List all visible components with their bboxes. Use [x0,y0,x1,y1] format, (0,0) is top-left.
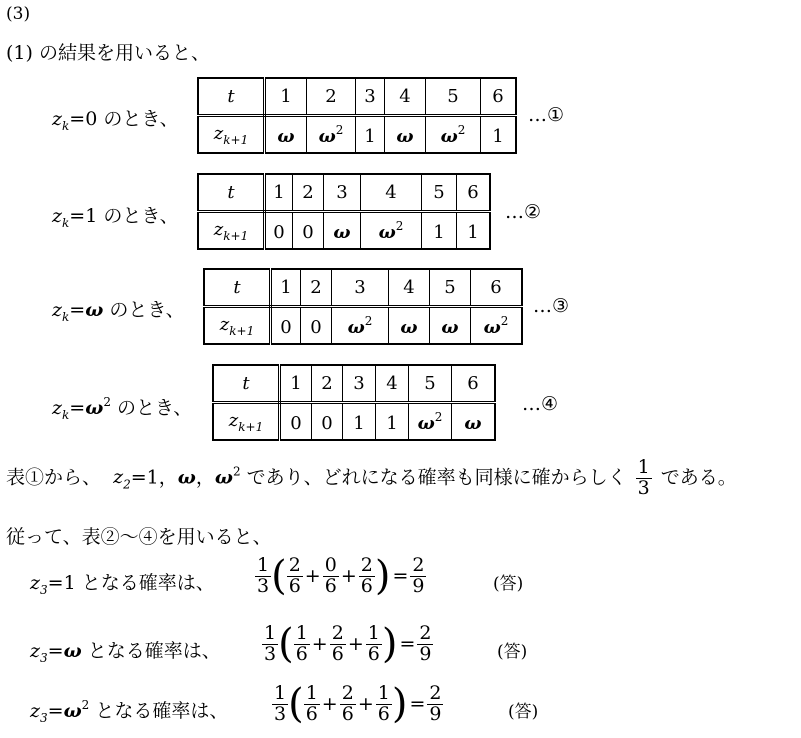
t-value-cell: 1 [280,365,312,403]
z-value: ω [483,316,501,338]
case-value: ω [85,299,104,321]
t-value-cell: 3 [332,269,389,307]
z-value-cell [376,403,409,441]
case-marker: …③ [533,295,570,317]
t-value-cell: 1 [265,174,293,212]
header-t-cell: t [198,78,265,116]
case-label [52,295,185,324]
table-row [198,116,516,154]
z-value: 0 [290,412,302,434]
z-value-cell [385,116,426,154]
z-sub: k+1 [238,419,264,434]
term-fraction [366,624,382,665]
case-value: 1 [85,205,98,227]
t-value-cell: 4 [376,365,409,403]
term-fraction-den: 6 [324,574,337,597]
answer-mark: (答) [493,574,524,594]
z-sub: k+1 [223,228,249,243]
conclusion-eq: =1， [130,466,178,489]
term-fraction-num: 1 [377,682,390,704]
header-z-cell [198,212,265,250]
conclusion-omega2: ω [214,466,233,489]
term-fraction-den: 6 [377,702,390,725]
term-fraction [287,556,303,597]
table-row [204,307,522,345]
term-fraction [294,624,310,665]
conclusion-mid-text: であり、どれになる確率も同様に確からしく [240,466,627,489]
probability-expression [262,621,433,668]
equals-sign: = [392,565,409,588]
case-suffix: のとき、 [97,108,179,130]
case-value-sup: 2 [103,395,111,409]
z-value-sup: 2 [500,313,509,328]
z-value-cell [457,212,491,250]
case-table [197,77,517,154]
t-value-cell: 4 [361,174,422,212]
case-table [212,364,496,441]
case-eq: = [69,205,86,227]
result-fraction [417,624,433,665]
case-sub: k [62,119,70,133]
conclusion-frac-den: 3 [637,476,650,499]
table-row [198,78,516,116]
t-value-cell: 2 [293,174,324,212]
result-eq: = [47,640,64,662]
z-value-cell [426,116,481,154]
result-var: z [30,572,41,594]
term-fraction-num: 2 [288,554,301,576]
header-z-cell [213,403,280,441]
z-value: ω [396,125,414,147]
z-value: 1 [467,221,479,243]
z-value: ω [378,221,396,243]
t-value-cell: 6 [452,365,496,403]
plus-sign: + [321,693,338,716]
case-table [197,173,491,250]
result-sub: 3 [40,583,48,597]
result-text: となる確率は、 [81,640,221,662]
case-sub: k [62,408,70,422]
therefore-text: 従って、表②～④を用いると、 [6,526,272,548]
term-fraction-num: 2 [341,682,354,704]
term-fraction [376,684,392,725]
case-var: z [52,299,63,321]
case-label [52,104,179,133]
z-value: 1 [433,221,445,243]
t-value-cell: 5 [430,269,471,307]
result-value: 1 [63,572,76,594]
case-eq: = [69,397,86,419]
z-value-cell [307,116,356,154]
case-label [52,393,192,422]
result-fraction-num: 2 [429,682,442,704]
right-paren: ) [374,553,391,600]
z-value-sup: 2 [364,313,373,328]
term-fraction [330,624,346,665]
result-sub: 3 [40,651,48,665]
case-suffix: のとき、 [110,397,193,419]
term-fraction-num: 1 [295,622,308,644]
conclusion-frac-num: 1 [637,456,650,478]
term-fraction-den: 6 [367,642,380,665]
table-row [198,212,490,250]
header-t-cell: t [198,174,265,212]
z-value-sup: 2 [457,122,466,137]
table-row [198,174,490,212]
case-marker: …④ [522,393,559,415]
result-value: ω [63,640,82,662]
z-value: 0 [273,221,285,243]
equals-sign: = [409,693,426,716]
coef-fraction-num: 1 [274,682,287,704]
z-var: z [213,218,224,240]
case-value: ω [85,397,104,419]
table-row [213,365,495,403]
t-value-cell: 6 [457,174,491,212]
result-fraction-den: 9 [412,574,425,597]
z-value: 1 [386,412,398,434]
conclusion-omega: ω [177,466,196,489]
z-value: ω [464,412,482,434]
term-fraction-den: 6 [295,642,308,665]
t-value-cell: 6 [481,78,517,116]
term-fraction-num: 1 [367,622,380,644]
z-value-cell [280,403,312,441]
term-fraction-num: 2 [331,622,344,644]
t-value-cell: 2 [312,365,343,403]
result-fraction-den: 9 [419,642,432,665]
z-value-cell [409,403,452,441]
t-value-cell: 6 [471,269,523,307]
coef-fraction [255,556,271,597]
z-value: 0 [321,412,333,434]
right-paren: ) [381,621,398,668]
z-value: ω [400,316,418,338]
intro-text: (1) の結果を用いると、 [6,42,210,64]
term-fraction [340,684,356,725]
coef-fraction [262,624,278,665]
result-fraction-den: 9 [429,702,442,725]
t-value-cell: 1 [265,78,307,116]
case-eq: = [69,299,86,321]
term-fraction [323,556,339,597]
conclusion-fraction [636,458,652,499]
z-value: 0 [302,221,314,243]
term-fraction-num: 0 [324,554,337,576]
term-fraction-den: 6 [341,702,354,725]
z-value-sup: 2 [395,218,404,233]
case-marker: …② [505,201,542,223]
plus-sign: + [347,633,364,656]
header-t-cell: t [204,269,271,307]
probability-expression [255,553,426,600]
case-var: z [52,397,63,419]
coef-fraction-num: 1 [264,622,277,644]
z-value-cell [312,403,343,441]
term-fraction-den: 6 [305,702,318,725]
conclusion-sub: 2 [123,477,131,492]
coef-fraction-den: 3 [257,574,270,597]
equals-sign: = [399,633,416,656]
conclusion-var: z [113,466,124,489]
t-value-cell: 3 [343,365,376,403]
z-value: 0 [310,316,322,338]
case-sub: k [62,216,70,230]
z-value-cell [343,403,376,441]
result-var: z [30,700,41,722]
conclusion-prefix: 表①から、 [6,466,102,489]
answer-mark: (答) [508,702,539,722]
t-value-cell: 2 [301,269,332,307]
t-value-cell: 5 [409,365,452,403]
header-z-cell [198,116,265,154]
case-eq: = [69,108,86,130]
term-fraction [359,556,375,597]
probability-expression [272,681,443,728]
z-value-cell [389,307,430,345]
term-fraction-den: 6 [331,642,344,665]
plus-sign: + [304,565,321,588]
z-value: ω [417,412,435,434]
result-fraction [410,556,426,597]
coef-fraction-num: 1 [257,554,270,576]
coef-fraction [272,684,288,725]
case-suffix: のとき、 [97,205,179,227]
result-var: z [30,640,41,662]
z-value-cell [430,307,471,345]
left-paren: ( [271,553,287,600]
z-value-sup: 2 [335,122,344,137]
result-eq: = [47,700,64,722]
right-paren: ) [391,681,408,728]
coef-fraction-den: 3 [264,642,277,665]
term-fraction-den: 6 [360,574,373,597]
z-sub: k+1 [229,323,255,338]
z-value: 1 [353,412,365,434]
term-fraction-den: 6 [288,574,301,597]
z-value-cell [356,116,385,154]
table-row [204,269,522,307]
case-table [203,268,523,345]
result-value-sup: 2 [81,698,90,712]
z-value: ω [347,316,365,338]
conclusion-omega2-sup: 2 [232,464,241,479]
case-marker: …① [528,104,565,126]
case-sub: k [62,310,70,324]
result-fraction-num: 2 [419,622,432,644]
z-value: ω [318,125,336,147]
result-sub: 3 [40,711,48,725]
header-z-cell [204,307,271,345]
case-suffix: のとき、 [103,299,185,321]
z-value-cell [265,212,293,250]
t-value-cell: 4 [389,269,430,307]
plus-sign: + [311,633,328,656]
z-value-cell [301,307,332,345]
header-t-cell: t [213,365,280,403]
plus-sign: + [357,693,374,716]
z-value-cell [452,403,496,441]
t-value-cell: 3 [356,78,385,116]
term-fraction-num: 2 [360,554,373,576]
section-label: (3) [6,4,31,24]
z-value-cell [293,212,324,250]
result-fraction [427,684,443,725]
z-value-cell [471,307,523,345]
z-value: 1 [364,125,376,147]
table-row [213,403,495,441]
z-value-cell [481,116,517,154]
z-value-cell [422,212,457,250]
conclusion-comma: ， [195,466,215,489]
conclusion-end-text: である。 [654,466,737,489]
z-sub: k+1 [223,132,249,147]
z-value: ω [441,316,459,338]
answer-mark: (答) [497,642,528,662]
result-label [30,696,228,725]
result-value: ω [63,700,82,722]
t-value-cell: 2 [307,78,356,116]
t-value-cell: 5 [426,78,481,116]
z-value: ω [333,221,351,243]
z-value-cell [324,212,361,250]
coef-fraction-den: 3 [274,702,287,725]
result-fraction-num: 2 [412,554,425,576]
term-fraction-num: 1 [305,682,318,704]
t-value-cell: 1 [271,269,301,307]
case-value: 0 [85,108,98,130]
z-value: 1 [492,125,504,147]
result-text: となる確率は、 [75,572,215,594]
case-var: z [52,108,63,130]
z-value: ω [277,125,295,147]
z-value-sup: 2 [434,409,443,424]
z-value: 0 [280,316,292,338]
result-label [30,636,221,665]
plus-sign: + [340,565,357,588]
conclusion-line [6,458,737,499]
z-value-cell [332,307,389,345]
z-var: z [228,409,239,431]
z-value: ω [440,125,458,147]
result-eq: = [47,572,64,594]
left-paren: ( [288,681,304,728]
z-value-cell [361,212,422,250]
case-label [52,201,179,230]
left-paren: ( [278,621,294,668]
z-value-cell [265,116,307,154]
case-var: z [52,205,63,227]
t-value-cell: 4 [385,78,426,116]
result-text: となる確率は、 [89,700,229,722]
term-fraction [304,684,320,725]
z-var: z [219,313,230,335]
result-label [30,568,215,597]
z-value-cell [271,307,301,345]
t-value-cell: 3 [324,174,361,212]
z-var: z [213,122,224,144]
t-value-cell: 5 [422,174,457,212]
